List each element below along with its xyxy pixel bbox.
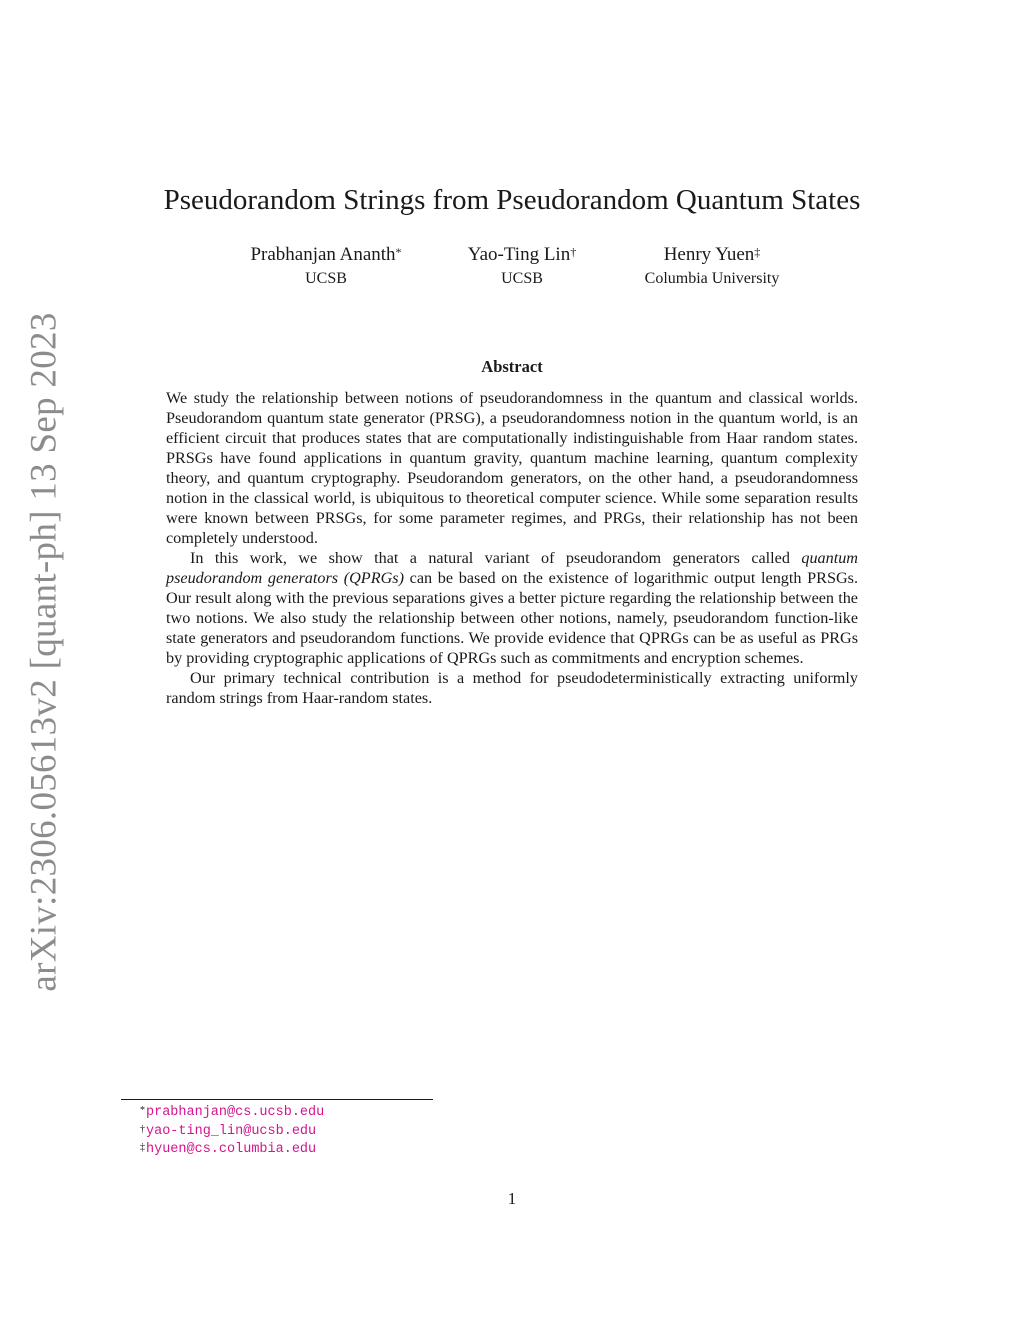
- abstract-paragraph-3: Our primary technical contribution is a method for pseudodeterministically extracting uniformly random strings from Haar-random states.: [166, 669, 858, 707]
- author-name: Henry Yuen‡: [663, 244, 761, 265]
- page-number: 1: [507, 1189, 517, 1208]
- author-1: [250, 243, 401, 291]
- author-name: Prabhanjan Ananth*: [250, 244, 402, 265]
- abstract-paragraph-1: We study the relationship between notions of pseudorandomness in the quantum and classical worlds. Pseudorandom quantum state generator (PRSG), a pseudorandomness notion in the quantum world, is an efficient circuit that produces states that are computationally indistinguishable from Haar random states. PRSGs have found applications in quantum gravity, quantum machine learning, quantum complexity theory, and quantum cryptography. Pseudorandom generators, on the other hand, a pseudorandomness notion in the classical world, is ubiquitous to theoretical computer science. While some separation results were known between PRSGs, for some parameter regimes, and PRGs, their relationship has not been completely understood.: [166, 389, 858, 547]
- author-3: [645, 243, 780, 291]
- author-affiliation: UCSB: [305, 270, 347, 287]
- abstract-heading: Abstract: [481, 357, 543, 376]
- author-name: Yao-Ting Lin†: [467, 244, 577, 265]
- arxiv-identifier-stamp: arXiv:2306.05613v2 [quant-ph] 13 Sep 2023: [23, 312, 65, 992]
- email-link[interactable]: prabhanjan@cs.ucsb.edu: [146, 1105, 325, 1120]
- footnote-divider: [121, 1099, 433, 1100]
- footnote-item: *prabhanjan@cs.ucsb.edu: [140, 1105, 325, 1120]
- author-affiliation: UCSB: [501, 270, 543, 287]
- emphasized-term: quantum pseudorandom generators (QPRGs): [166, 549, 858, 587]
- author-2: [468, 243, 576, 291]
- author-block: [0, 243, 1024, 303]
- abstract-paragraph-2: In this work, we show that a natural variant of pseudorandom generators called quantum pseudorandom generators (QPRGs) can be based on the existence of logarithmic output length PRSGs. Our result along with the previous separations gives a better picture regarding the relationship between the two notions. We also study the relationship between other notions, namely, pseudorandom function-like state generators and pseudorandom functions. We provide evidence that QPRGs can be as useful as PRGs by providing cryptographic applications of QPRGs such as commitments and encryption schemes.: [166, 549, 858, 667]
- abstract-body: [166, 388, 858, 708]
- author-affiliation: Columbia University: [644, 270, 780, 287]
- email-link[interactable]: hyuen@cs.columbia.edu: [146, 1142, 317, 1157]
- footnote-item: †yao-ting_lin@ucsb.edu: [140, 1123, 317, 1139]
- email-link[interactable]: yao-ting_lin@ucsb.edu: [146, 1123, 317, 1139]
- paper-title: Pseudorandom Strings from Pseudorandom Quantum States: [163, 184, 861, 216]
- footnote-mark[interactable]: †: [570, 245, 577, 259]
- footnote-mark[interactable]: ‡: [754, 245, 761, 259]
- footnotes: [140, 1104, 324, 1160]
- footnote-item: ‡hyuen@cs.columbia.edu: [140, 1142, 317, 1157]
- footnote-mark[interactable]: *: [395, 245, 402, 259]
